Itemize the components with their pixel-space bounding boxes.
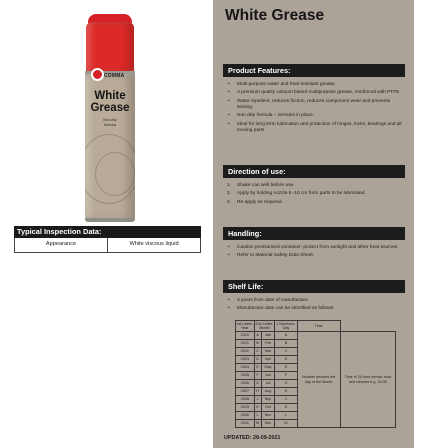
table-row: [236, 332, 396, 340]
table-cell: D: [254, 356, 261, 364]
can-subtitle-line: formula: [104, 122, 116, 127]
table-cell: H: [275, 388, 297, 396]
inspection-data-table: [14, 226, 201, 253]
table-cell: C: [254, 348, 261, 356]
table-cell: B: [275, 340, 297, 348]
table-cell: 2030: [236, 412, 255, 420]
table-cell: 2020: [236, 332, 255, 340]
table-cell: Jun: [261, 372, 275, 380]
step-text: Apply by holding nozzle 5 -10 cm from parts to be lubricated.: [237, 191, 366, 197]
inspection-label: Appearance: [45, 241, 77, 247]
table-cell: 2025: [236, 372, 255, 380]
step-text: Shake can well before use.: [237, 183, 295, 188]
can-title-line: Grease: [90, 102, 130, 114]
batch-code-table: [235, 320, 396, 428]
can-title-line: White: [94, 90, 126, 102]
table-cell: E: [275, 364, 297, 372]
datasheet-panel: [213, 0, 414, 448]
table-cell: D: [275, 356, 297, 364]
table-cell: E: [254, 364, 261, 372]
table-cell: Apr: [261, 356, 275, 364]
table-cell: 2029: [236, 404, 255, 412]
column-header: 2nd Letter-Month: [255, 321, 274, 330]
table-cell: Dec: [261, 420, 275, 428]
column-header: 1st Letter-Year: [236, 321, 254, 330]
step-number: 3.: [227, 199, 232, 205]
table-cell: Sep: [261, 396, 275, 404]
table-cell: 2026: [236, 380, 255, 388]
brand-name: COMMA: [104, 73, 125, 79]
directions-list: [223, 183, 407, 208]
table-cell: Nov: [261, 412, 275, 420]
step-number: 2.: [227, 191, 232, 197]
list-item: • Non drip formula – remains in place.: [223, 113, 407, 119]
table-cell: 2028: [236, 396, 255, 404]
table-cell: K: [275, 404, 297, 412]
table-cell: J: [254, 396, 261, 404]
handling-list: [223, 245, 407, 262]
day-note-cell: Number denotes the day of the Month: [297, 332, 340, 428]
table-cell: Feb: [261, 340, 275, 348]
list-item: • Ideal for long term lubrication and protection of hinges, locks, bearings and all moving parts: [223, 122, 407, 134]
can-label-subtitle: [85, 118, 135, 127]
inspection-heading: Typical Inspection Data:: [14, 226, 201, 238]
list-item: • A premium quality calcium based multipurpose grease, reinforced with PTFE.: [223, 90, 407, 96]
features-heading: Product Features:: [223, 64, 405, 77]
shelf-life-heading: Shelf Life:: [223, 280, 405, 293]
list-item: • Caution pressurised container: protect from sunlight and other heat sources.: [223, 245, 407, 251]
step-text: Re-apply as required.: [237, 199, 283, 205]
updated-date: UPDATED: 28-09-2021: [224, 435, 281, 441]
shelf-life-list: [223, 298, 407, 315]
can-cap: [86, 22, 134, 72]
table-cell: 2021: [236, 340, 255, 348]
table-cell: G: [275, 380, 297, 388]
features-list: [223, 82, 407, 136]
list-item: [223, 191, 407, 197]
handling-heading: Handling:: [223, 227, 405, 240]
table-cell: F: [254, 372, 261, 380]
table-cell: 2031: [236, 420, 255, 428]
table-cell: F: [275, 372, 297, 380]
table-cell: G: [254, 380, 261, 388]
list-item: • Manufacture date can be identified as follows:: [223, 306, 407, 312]
table-cell: L: [275, 412, 297, 420]
directions-heading: Direction of use:: [223, 165, 405, 178]
table-cell: M: [275, 420, 297, 428]
can-subtitle-line: Non-drip: [103, 118, 117, 122]
column-header: Time: [297, 321, 340, 332]
table-cell: Aug: [261, 388, 275, 396]
table-header-row: [236, 321, 396, 332]
table-cell: Oct: [261, 404, 275, 412]
can-body: [85, 74, 135, 220]
can-label-title: [85, 90, 135, 114]
table-cell: J: [275, 396, 297, 404]
table-cell: 2022: [236, 348, 255, 356]
product-can-image: [80, 14, 140, 222]
table-cell: M: [254, 420, 261, 428]
list-item: • 3 years from date of manufacture.: [223, 298, 407, 304]
can-base: [85, 218, 135, 222]
table-cell: A: [254, 332, 261, 340]
column-header: 2 Numbers-Day: [276, 321, 296, 330]
table-cell: A: [275, 332, 297, 340]
list-item: • Refer to Material Safety Data Sheet.: [223, 253, 407, 259]
brand-logo-icon: [91, 68, 104, 81]
can-swirl-decoration: [95, 152, 135, 196]
table-cell: 2023: [236, 356, 255, 364]
table-cell: May: [261, 364, 275, 372]
table-cell: B: [254, 340, 261, 348]
table-cell: Jul: [261, 380, 275, 388]
datasheet-title: White Grease: [225, 7, 325, 24]
table-cell: 2024: [236, 364, 255, 372]
table-cell: H: [254, 388, 261, 396]
table-cell: 2027: [236, 388, 255, 396]
time-note-cell: Time in 24 hour format; hour and minutes e.g. 16:05: [340, 332, 395, 428]
step-number: 1.: [227, 183, 232, 188]
list-item: • Water repellent, reduces friction, reduces component wear and prevents seizing.: [223, 99, 407, 111]
list-item: [223, 183, 407, 189]
inspection-value: White viscous liquid: [107, 238, 200, 252]
table-cell: L: [254, 412, 261, 420]
table-cell: Mar: [261, 348, 275, 356]
table-cell: C: [275, 348, 297, 356]
list-item: • Multi-purpose water and heat resistant grease.: [223, 82, 407, 88]
list-item: [223, 200, 407, 206]
table-row: [14, 238, 201, 253]
table-cell: Jan: [261, 332, 275, 340]
table-cell: K: [254, 404, 261, 412]
